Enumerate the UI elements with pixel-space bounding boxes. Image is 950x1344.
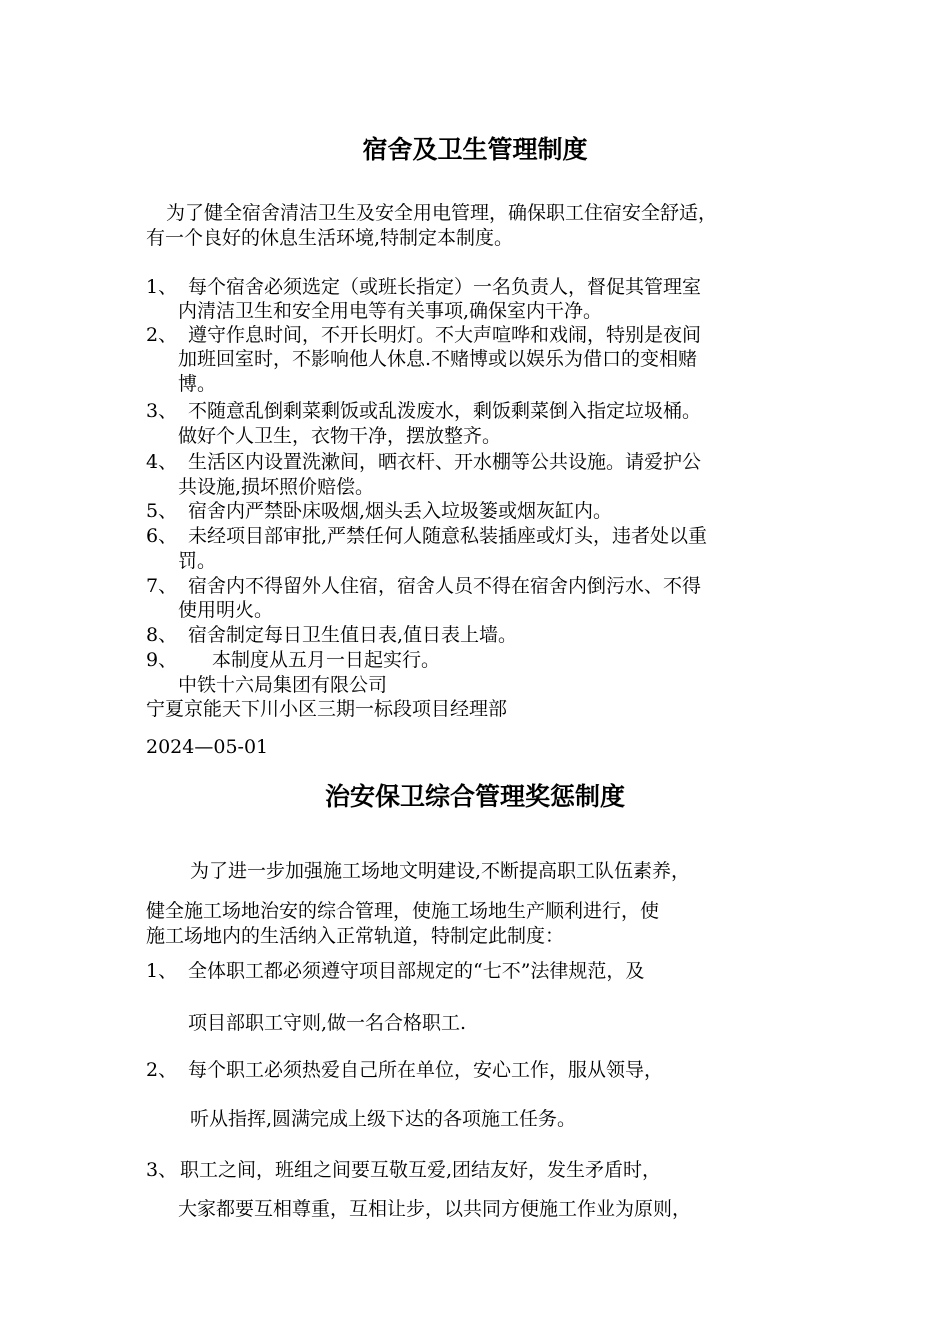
doc1-item-9-line-1: 本制度从五月一日起实行。 <box>212 649 441 671</box>
doc1-item-1-number: 1、 <box>146 276 178 298</box>
doc1-intro-line-2: 有一个良好的休息生活环境,特制定本制度。 <box>146 227 514 249</box>
doc1-item-1-line-2: 内清洁卫生和安全用电等有关事项,确保室内干净。 <box>178 300 603 322</box>
doc1-item-4-number: 4、 <box>146 451 178 473</box>
doc1-item-5-number: 5、 <box>146 500 178 522</box>
doc1-item-3-line-2: 做好个人卫生，衣物干净，摆放整齐。 <box>178 425 502 447</box>
doc1-item-7-number: 7、 <box>146 575 178 597</box>
doc1-item-6-line-1: 未经项目部审批,严禁任何人随意私装插座或灯头，违者处以重 <box>188 525 708 547</box>
doc1-item-6-line-2: 罚。 <box>178 550 217 572</box>
doc2-item-2-number: 2、 <box>146 1059 178 1081</box>
doc1-date: 2024—05-01 <box>146 736 269 758</box>
doc1-company: 中铁十六局集团有限公司 <box>178 674 388 696</box>
doc2-item-3-number: 3、 <box>146 1159 178 1181</box>
doc2-title: 治安保卫综合管理奖惩制度 <box>324 782 625 811</box>
doc2-item-2-line-2: 听从指挥,圆满完成上级下达的各项施工任务。 <box>190 1108 577 1130</box>
doc1-item-5-line-1: 宿舍内严禁卧床吸烟,烟头丢入垃圾篓或烟灰缸内。 <box>188 500 613 522</box>
doc1-item-7-line-1: 宿舍内不得留外人住宿，宿舍人员不得在宿舍内倒污水、不得 <box>188 575 702 597</box>
doc1-item-4-line-1: 生活区内设置洗漱间，晒衣杆、开水棚等公共设施。请爱护公 <box>188 451 702 473</box>
doc2-item-1-line-2: 项目部职工守则,做一名合格职工. <box>188 1012 467 1034</box>
doc1-item-3-line-1: 不随意乱倒剩菜剩饭或乱泼废水，剩饭剩菜倒入指定垃圾桶。 <box>188 400 702 422</box>
doc1-item-2-number: 2、 <box>146 324 178 346</box>
doc1-item-1-line-1: 每个宿舍必须选定（或班长指定）一名负责人，督促其管理室 <box>188 276 702 298</box>
doc1-department: 宁夏京能天下川小区三期一标段项目经理部 <box>146 698 508 720</box>
doc1-item-2-line-2: 加班回室时，不影响他人休息.不赌博或以娱乐为借口的变相赌 <box>178 348 698 370</box>
doc2-item-2-line-1: 每个职工必须热爱自己所在单位，安心工作，服从领导， <box>188 1059 664 1081</box>
doc1-item-7-line-2: 使用明火。 <box>178 599 274 621</box>
doc2-item-3-line-1: 职工之间，班组之间要互敬互爱,团结友好，发生矛盾时， <box>180 1159 662 1181</box>
doc1-title: 宿舍及卫生管理制度 <box>362 135 588 164</box>
doc1-item-9-number: 9、 <box>146 649 178 671</box>
doc1-item-4-line-2: 共设施,损坏照价赔偿。 <box>178 476 375 498</box>
doc2-item-1-line-1: 全体职工都必须遵守项目部规定的“七不”法律规范，及 <box>188 960 645 982</box>
doc1-item-2-line-3: 博。 <box>178 373 217 395</box>
doc1-item-8-number: 8、 <box>146 624 178 646</box>
doc1-item-6-number: 6、 <box>146 525 178 547</box>
doc2-intro-line-1: 为了进一步加强施工场地文明建设,不断提高职工队伍素养， <box>190 860 691 882</box>
doc2-intro-line-3: 施工场地内的生活纳入正常轨道，特制定此制度： <box>146 925 565 947</box>
doc2-intro-line-2: 健全施工场地治安的综合管理，使施工场地生产顺利进行，使 <box>146 900 660 922</box>
doc1-item-2-line-1: 遵守作息时间，不开长明灯。不大声喧哗和戏闹，特别是夜间 <box>188 324 702 346</box>
doc1-intro-line-1: 为了健全宿舍清洁卫生及安全用电管理，确保职工住宿安全舒适， <box>166 202 718 224</box>
doc1-item-8-line-1: 宿舍制定每日卫生值日表,值日表上墙。 <box>188 624 518 646</box>
doc1-item-3-number: 3、 <box>146 400 178 422</box>
doc2-item-3-line-2: 大家都要互相尊重，互相让步，以共同方便施工作业为原则， <box>178 1198 692 1220</box>
doc2-item-1-number: 1、 <box>146 960 178 982</box>
